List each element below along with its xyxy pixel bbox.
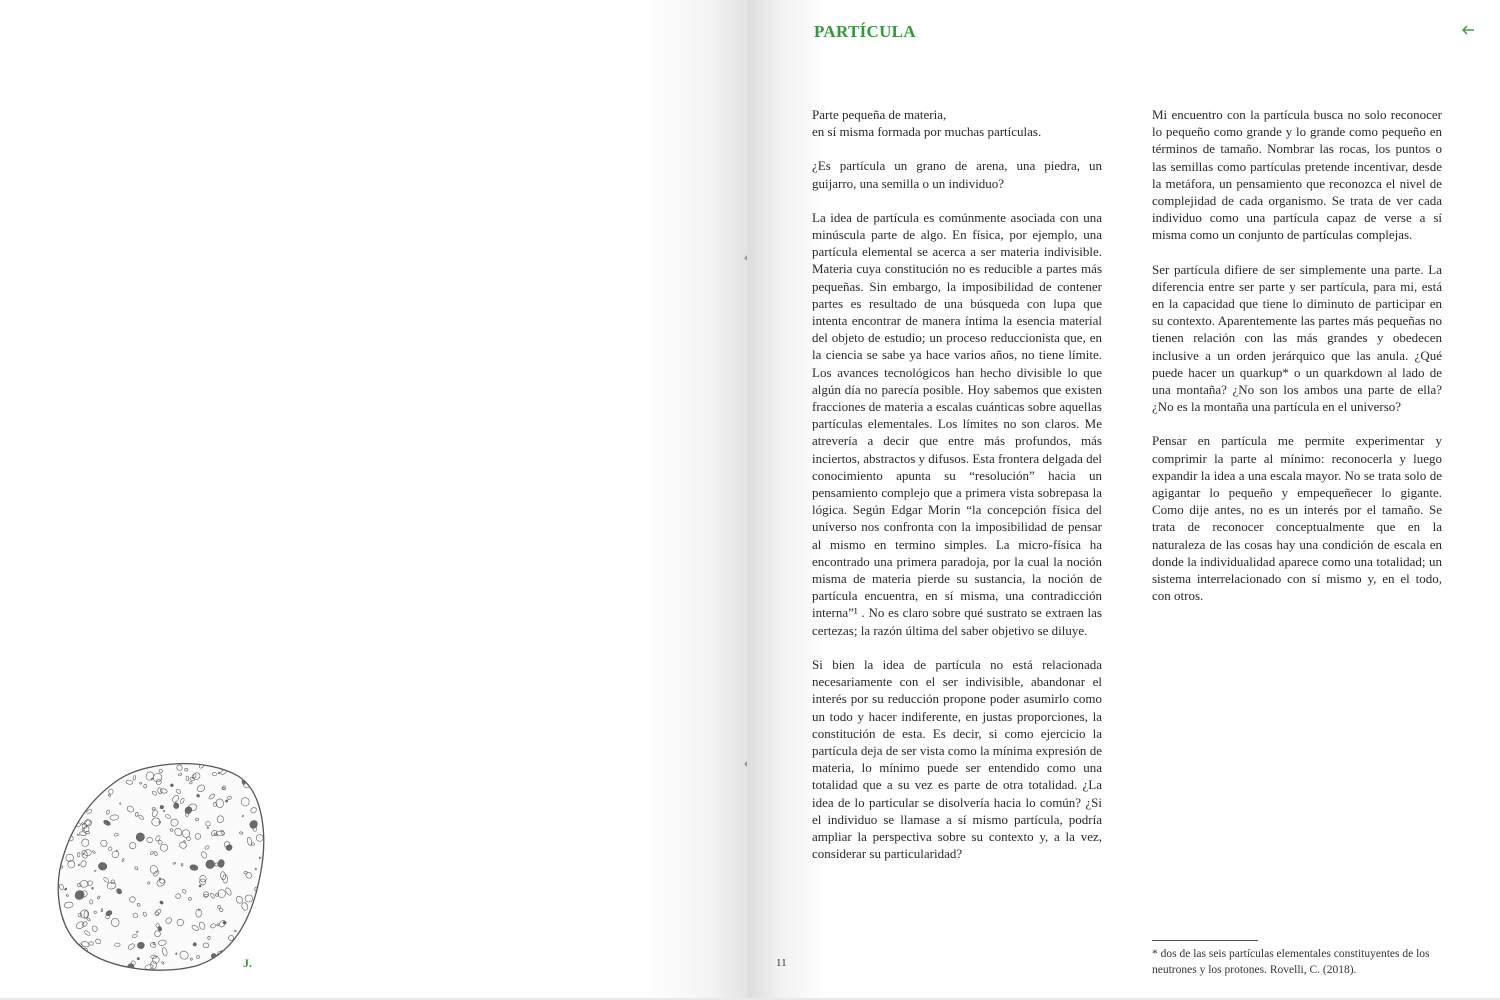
figure-label: J. bbox=[243, 956, 252, 970]
stone-grain bbox=[96, 760, 98, 762]
stone-grain bbox=[111, 780, 113, 782]
stone-grain bbox=[234, 943, 241, 951]
page-title: PARTÍCULA bbox=[814, 22, 916, 41]
stone-grain bbox=[62, 934, 67, 939]
stone-grain bbox=[255, 791, 261, 795]
stone-grain bbox=[69, 812, 74, 818]
stone-grain bbox=[64, 769, 75, 779]
stone-grain bbox=[181, 759, 184, 762]
right-page bbox=[748, 0, 1500, 998]
definition bbox=[812, 106, 1102, 140]
stone-grain bbox=[81, 792, 84, 795]
stone-grain bbox=[88, 765, 93, 769]
stone-grain bbox=[247, 928, 255, 935]
stone-grain bbox=[81, 758, 91, 767]
stone-grain bbox=[257, 894, 265, 902]
stone-grain bbox=[257, 796, 260, 798]
stone-grain bbox=[62, 797, 66, 801]
stone-grain bbox=[74, 959, 84, 969]
gutter-marker bbox=[744, 255, 747, 261]
stone-grain bbox=[137, 942, 144, 949]
stone-grain bbox=[91, 778, 95, 782]
stone-grain bbox=[256, 948, 259, 952]
stone-grain bbox=[87, 793, 90, 795]
stone-grain bbox=[252, 758, 257, 762]
stone-grain bbox=[257, 914, 266, 922]
stone-grain bbox=[255, 773, 261, 781]
stone-grain bbox=[75, 792, 80, 798]
stone-grain bbox=[229, 959, 234, 965]
stone-grain bbox=[56, 823, 64, 831]
stone-grain bbox=[160, 805, 164, 809]
stone-grain bbox=[227, 967, 230, 970]
stone-grain bbox=[82, 793, 92, 803]
stone-grain bbox=[76, 950, 86, 960]
text-column-right bbox=[1152, 106, 1442, 621]
stone-grain bbox=[175, 953, 177, 955]
page-number: 11 bbox=[776, 957, 787, 969]
stone-grain bbox=[75, 772, 82, 781]
left-page bbox=[0, 0, 748, 998]
footnote-divider bbox=[1152, 940, 1258, 941]
definition-line: Parte pequeña de materia, bbox=[812, 107, 947, 122]
stone-grain bbox=[79, 800, 86, 807]
stone-grain bbox=[157, 760, 160, 763]
stone-grain bbox=[199, 885, 201, 887]
paragraph: Si bien la idea de partícula no está relacionada necesariamente con el ser indivisible, abandonar el interés por su reducción propone poder asumirlo como un todo y hacer indiferente, en justas proporciones, la constitución de esta. Es decir, si como ejercicio la partícula deja de ser vista como la mínima expresión de materia, lo mínimo puede ser entendido como una totalidad que a su vez es parte de otra totalidad. ¿La idea de lo particular se disolvería hacia lo común? ¿Si el individuo se llamase a sí mismo partícula, podría ampliar la perspectiva sobre su contexto y, a la vez, considerar su particularidad? bbox=[812, 656, 1102, 862]
stone-grain bbox=[261, 804, 266, 809]
stone-grain bbox=[89, 761, 100, 772]
stone-grain bbox=[79, 761, 83, 765]
stone-grain bbox=[232, 765, 235, 768]
stone-grain bbox=[91, 887, 93, 889]
stone-grain bbox=[137, 957, 140, 959]
stone-grain bbox=[259, 906, 264, 913]
gutter-marker bbox=[744, 761, 747, 767]
stone-grain bbox=[260, 760, 264, 764]
paragraph: Mi encuentro con la partícula busca no solo reconocer lo pequeño como grande y lo grande como pequeño en términos de tamaño. Nombrar las rocas, los puntos o las semillas como partículas pretende incentivar, desde la metáfora, un pensamiento que reconozca el nivel de complejidad de cada organismo. Se trata de ver cada individuo como una partícula capaz de verse a sí misma como un conjunto de partículas complejas. bbox=[1152, 107, 1442, 243]
stone-grain bbox=[171, 784, 174, 787]
definition-line: en sí misma formada por muchas partículas. bbox=[812, 124, 1042, 140]
stone-grain bbox=[223, 965, 232, 973]
stone-grain bbox=[244, 929, 247, 931]
paragraph: Ser partícula difiere de ser simplemente una parte. La diferencia entre ser parte y ser partícula, para mi, está en la capacidad que tiene lo diminuto de participar en su contexto. Aparentemente las partes más pequeñas no tienen relación con las más grandes y obedecen inclusive a un orden jerárquico que las anula. ¿Qué puede hacer un quarkup* o un quarkdown al lado de una montaña? ¿No son los ambos una parte de ella? ¿No es la montaña una partícula en el universo? bbox=[1152, 261, 1442, 415]
stone-grain bbox=[63, 762, 73, 773]
stone-grain bbox=[63, 803, 67, 807]
stone-grain bbox=[258, 762, 266, 771]
pebble-particle-drawing bbox=[56, 758, 266, 973]
stone-grain bbox=[77, 770, 85, 776]
stone-grain bbox=[109, 759, 118, 769]
arrow-left-icon[interactable] bbox=[1460, 22, 1476, 38]
stone-grain bbox=[253, 924, 262, 934]
stone-grain bbox=[63, 831, 66, 833]
stone-grain bbox=[83, 770, 89, 775]
paragraph: La idea de partícula es comúnmente asociada con una minúscula parte de algo. En física, por ejemplo, una partícula elemental se acerca a ser materia indivisible. Materia cuya constitución no es reducible a partes más pequeñas. Sin embargo, la imposibilidad de contener partes es resultado de una búsqueda con lupa que intenta encontrar de manera íntima la esencia material del objeto de estudio; un proceso reduccionista que, en la ciencia se sabe ya hace varios años, no tiene límite. Los avances tecnológicos han hecho divisible lo que algún día no parecía posible. Hoy sabemos que existen fracciones de materia a escalas cuánticas sobre aquellas partículas elementales. Los límites no son claros. Me atrevería a decir que entre más profundos, más inciertos, abstractos y difusos. Esta frontera delgada del conocimiento apunta su “resolución” hacia un pensamiento complejo que a primera vista sobrepasa la lógica. Según Edgar Morin “la concepción física del universo nos confronta con la imposibilidad de pensar al mismo en termino simples. La micro-física ha encontrado una primera paradoja, por la cual la noción misma de materia pierde su sustancia, la noción de partícula encuentra, en sí misma, una contradicción interna”¹ . No es claro sobre qué sustrato se extraen las certezas; la razón última del saber objetivo se diluye. bbox=[812, 209, 1102, 638]
stone-grain bbox=[84, 800, 89, 805]
stone-grain bbox=[76, 803, 79, 806]
footnote: * dos de las seis partículas elementales constituyentes de los neutrones y los protones. Rovelli, C. (2018). bbox=[1152, 948, 1430, 976]
text-column-left bbox=[812, 106, 1102, 879]
paragraph: Pensar en partícula me permite experimentar y comprimir la parte al mínimo: reconocerla y luego expandir la idea a una escala mayor. No se trata solo de agigantar lo pequeño y empequeñecer lo gigante. Como dije antes, no es un interés por el tamaño. Se trata de reconocer conceptualmente que en la naturaleza de las cosas hay una condición de escala en donde la individualidad aparece como una totalidad; un sistema interrelacionado con sí mismo y, en el todo, con otros. bbox=[1152, 433, 1442, 604]
stone-grain bbox=[90, 790, 95, 794]
stone-grain bbox=[127, 963, 134, 971]
stone-grain bbox=[61, 926, 64, 929]
stone-grain bbox=[74, 782, 77, 785]
stone-grain bbox=[73, 806, 76, 808]
stone-grain bbox=[64, 797, 71, 806]
stone-grain bbox=[174, 803, 179, 809]
stone-grain bbox=[75, 773, 78, 775]
stone-grain bbox=[259, 955, 266, 962]
stone-grain bbox=[57, 964, 64, 971]
stone-grain bbox=[246, 767, 253, 774]
stone-grain bbox=[126, 765, 128, 767]
stone-grain bbox=[74, 955, 78, 959]
stone-grain bbox=[202, 967, 208, 972]
stone-grain bbox=[113, 759, 116, 762]
stone-grain bbox=[58, 833, 65, 839]
stone-grain bbox=[89, 758, 100, 766]
stone-grain bbox=[218, 772, 220, 774]
stone-grain bbox=[73, 761, 80, 768]
opening-question: ¿Es partícula un grano de arena, una piedra, un guijarro, una semilla o un individuo? bbox=[812, 158, 1102, 191]
stone-grain bbox=[257, 940, 259, 942]
stone-grain bbox=[83, 758, 93, 767]
stone-grain bbox=[89, 797, 92, 800]
stone-grain bbox=[68, 945, 75, 952]
stone-grain bbox=[87, 758, 98, 769]
stone-grain bbox=[83, 789, 91, 797]
